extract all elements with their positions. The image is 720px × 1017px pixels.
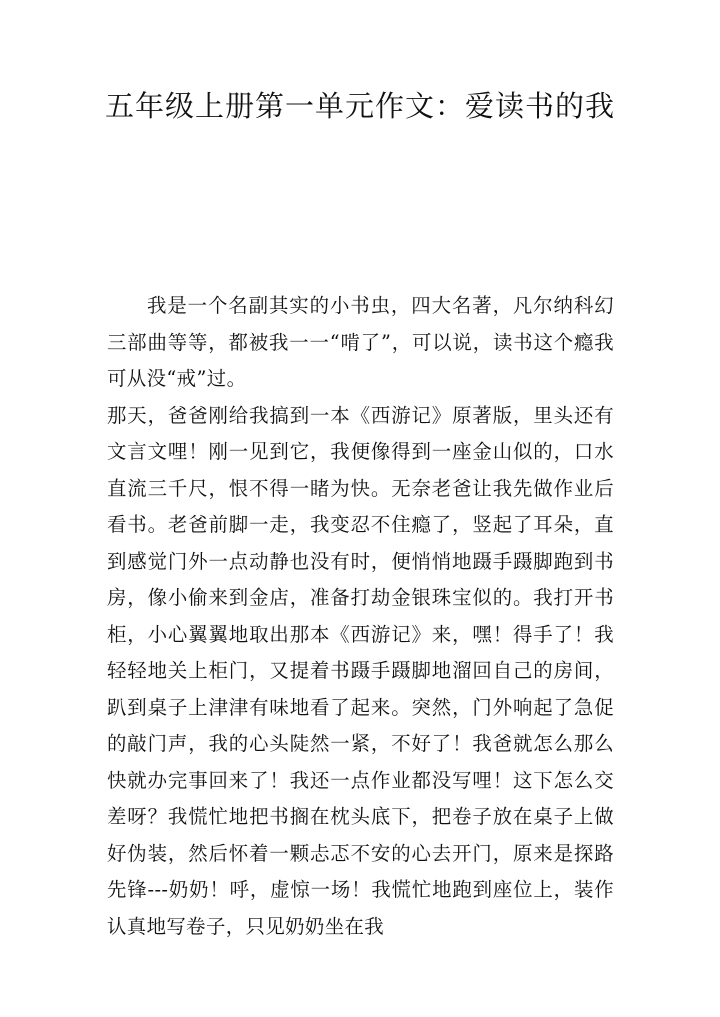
document-body bbox=[107, 288, 614, 945]
paragraph-intro: 我是一个名副其实的小书虫，四大名著，凡尔纳科幻三部曲等等，都被我一一“啃了”，可以说，读书这个瘾我可从没“戒”过。 bbox=[107, 294, 614, 390]
document-title: 五年级上册第一单元作文：爱读书的我 bbox=[104, 89, 615, 123]
paragraph-story: 那天，爸爸刚给我搞到一本《西游记》原著版，里头还有文言文哩！刚一见到它，我便像得到一座金山似的，口水直流三千尺，恨不得一睹为快。无奈老爸让我先做作业后看书。老爸前脚一走，我变忍不住瘾了，竖起了耳朵，直到感觉门外一点动静也没有时，便悄悄地蹑手蹑脚跑到书房，像小偷来到金店，准备打劫金银珠宝似的。我打开书柜，小心翼翼地取出那本《西游记》来，嘿！得手了！我轻轻地关上柜门，又提着书蹑手蹑脚地溜回自己的房间，趴到桌子上津津有味地看了起来。突然，门外响起了急促的敲门声，我的心头陡然一紧，不好了！我爸就怎么那么快就办完事回来了！我还一点作业都没写哩！这下怎么交差呀？我慌忙地把书搁在枕头底下，把卷子放在桌子上做好伪装，然后怀着一颗忐忑不安的心去开门，原来是探路先锋---奶奶！呼，虚惊一场！我慌忙地跑到座位上，装作认真地写卷子，只见奶奶坐在我 bbox=[107, 403, 614, 938]
